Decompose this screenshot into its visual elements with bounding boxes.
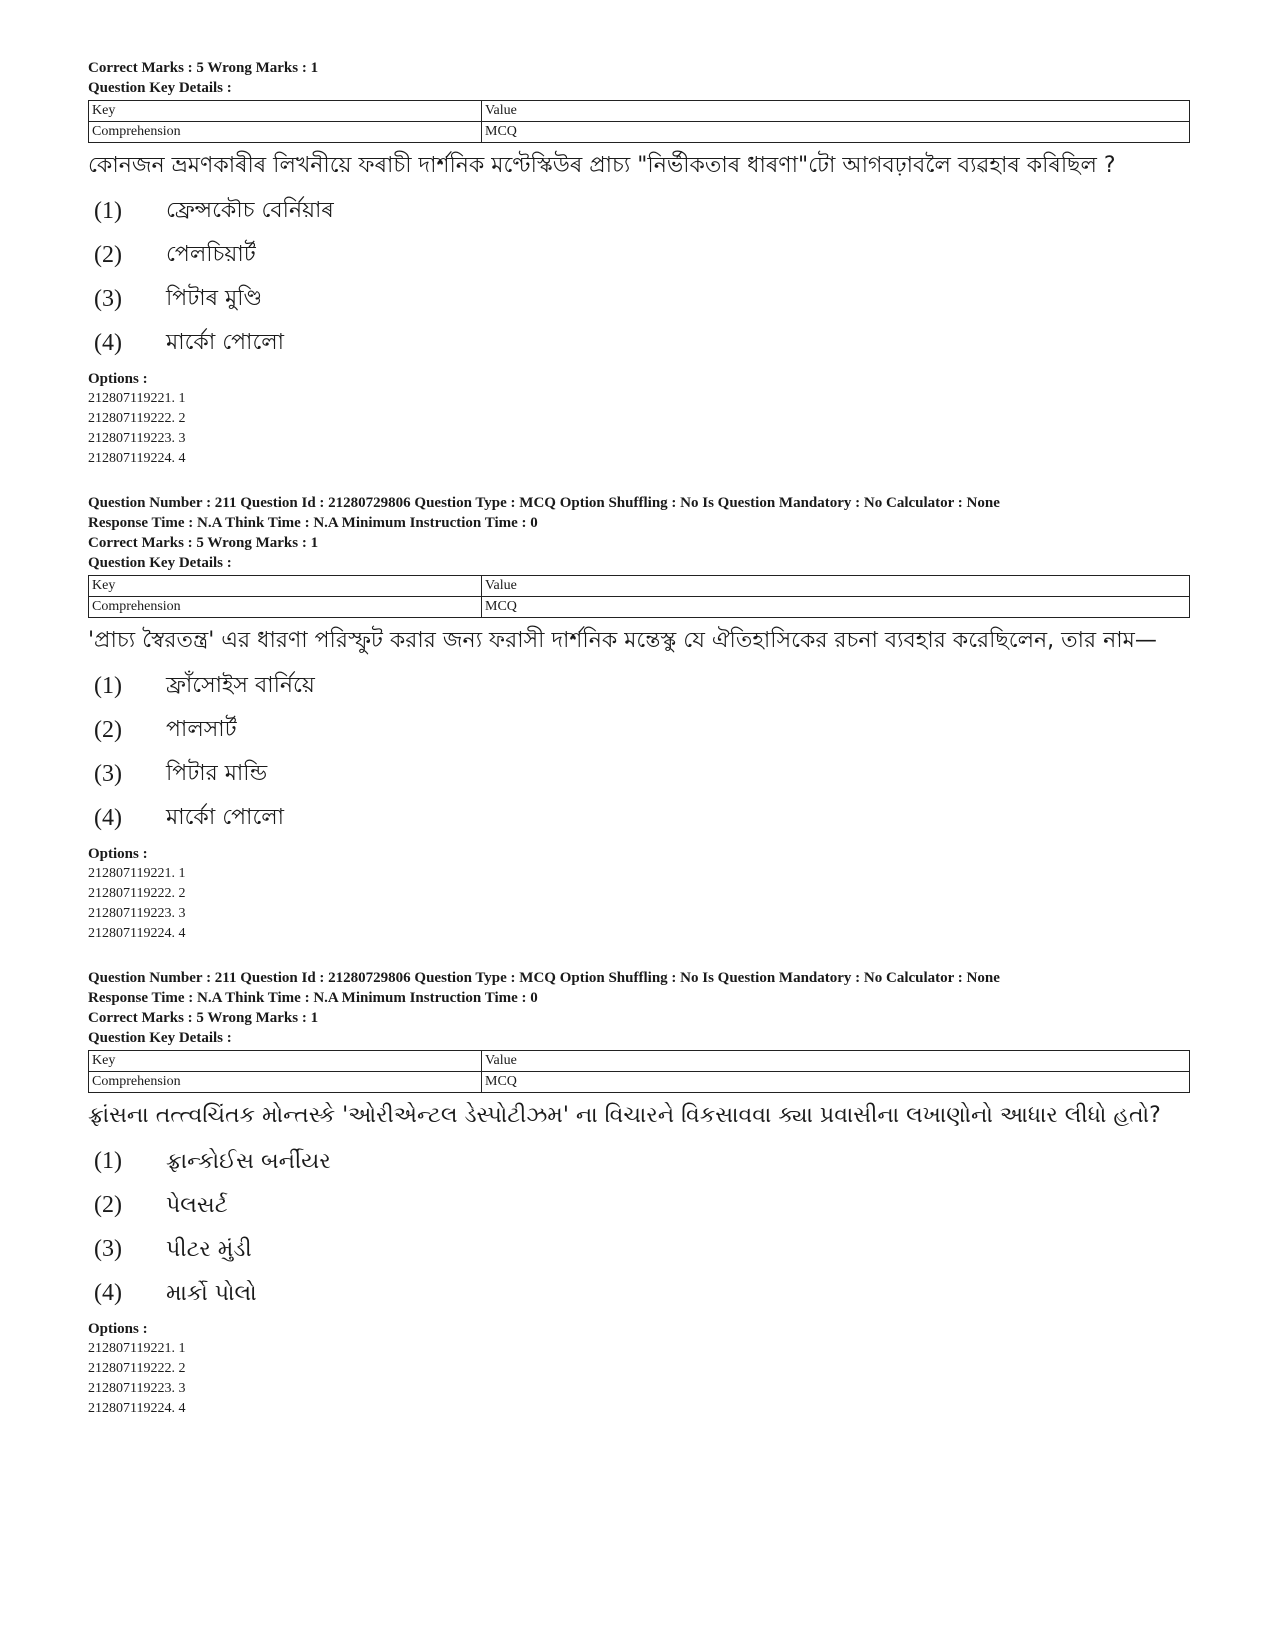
option-id: 212807119222. 2 (88, 1361, 186, 1376)
question-header-line: Response Time : N.A Think Time : N.A Minimum Instruction Time : 0 (88, 990, 538, 1006)
option-text: પેલસર્ટ (166, 1192, 228, 1218)
option-item (88, 277, 1188, 321)
option-number: (1) (94, 672, 122, 699)
value-header: Value (482, 1051, 1190, 1072)
document-page (88, 58, 1188, 1443)
option-item (88, 1271, 1188, 1315)
key-details-label: Question Key Details : (88, 1030, 232, 1046)
option-text: ফ্রাঁসোইস বার্নিয়ে (166, 672, 315, 698)
option-item (88, 1183, 1188, 1227)
option-id: 212807119224. 4 (88, 451, 186, 466)
question-header-line: Question Number : 211 Question Id : 21280729806 Question Type : MCQ Option Shuffling : No Is Question Mandatory : No Calculator : None (88, 970, 1000, 986)
marks-line: Correct Marks : 5 Wrong Marks : 1 (88, 60, 319, 76)
question-header-line: Question Number : 211 Question Id : 21280729806 Question Type : MCQ Option Shuffling : No Is Question Mandatory : No Calculator : None (88, 495, 1000, 511)
question-text: কোনজন ভ্ৰমণকাৰীৰ লিখনীয়ে ফৰাচী দাৰ্শনিক মণ্টেস্কিউৰ প্ৰাচ্য "নিৰ্ভীকতাৰ ধাৰণা"টো আগবঢ়াবলৈ ব্যৱহাৰ কৰিছিল ? (88, 153, 1116, 178)
option-text: પીટર મુંડી (166, 1236, 252, 1262)
key-value-table (88, 100, 1190, 143)
option-item (88, 1139, 1188, 1183)
option-number: (2) (94, 241, 122, 268)
question-header-line: Response Time : N.A Think Time : N.A Minimum Instruction Time : 0 (88, 515, 538, 531)
key-details-label: Question Key Details : (88, 80, 232, 96)
option-number: (2) (94, 716, 122, 743)
value-header: Value (482, 101, 1190, 122)
option-text: মাৰ্কো পোলো (166, 329, 285, 355)
option-text: পেলচিয়াৰ্ট (166, 241, 256, 267)
key-cell: Comprehension (89, 122, 482, 143)
option-item (88, 321, 1188, 365)
option-text: ફ્રાન્કોઈસ બર્નીયર (166, 1148, 331, 1174)
option-number: (1) (94, 1147, 122, 1174)
value-cell: MCQ (482, 122, 1190, 143)
option-text: পিটার মান্ডি (166, 760, 268, 786)
option-id: 212807119222. 2 (88, 411, 186, 426)
key-cell: Comprehension (89, 1072, 482, 1093)
option-id: 212807119223. 3 (88, 1381, 186, 1396)
option-id-list (88, 864, 1188, 944)
question-block (88, 493, 1188, 944)
key-header: Key (89, 101, 482, 122)
key-value-table (88, 575, 1190, 618)
option-text: মার্কো পোলো (166, 804, 285, 830)
key-cell: Comprehension (89, 597, 482, 618)
key-value-table (88, 1050, 1190, 1093)
option-id-list (88, 389, 1188, 469)
value-cell: MCQ (482, 1072, 1190, 1093)
option-id: 212807119221. 1 (88, 1341, 186, 1356)
key-header: Key (89, 1051, 482, 1072)
option-number: (4) (94, 1279, 122, 1306)
option-id: 212807119224. 4 (88, 1401, 186, 1416)
option-number: (2) (94, 1191, 122, 1218)
question-text: 'প্রাচ্য স্বৈরতন্ত্র' এর ধারণা পরিস্ফুট করার জন্য ফরাসী দার্শনিক মন্তেস্কু যে ঐতিহাসিকের রচনা ব্যবহার করেছিলেন, তার নাম— (88, 628, 1157, 653)
option-id: 212807119221. 1 (88, 866, 186, 881)
options-label: Options : (88, 846, 148, 862)
option-number: (4) (94, 804, 122, 831)
marks-line: Correct Marks : 5 Wrong Marks : 1 (88, 535, 319, 551)
value-cell: MCQ (482, 597, 1190, 618)
option-number: (1) (94, 197, 122, 224)
option-id-list (88, 1339, 1188, 1419)
option-text: ফ্ৰেন্সকৌচ বেৰ্নিয়াৰ (166, 197, 334, 223)
option-item (88, 796, 1188, 840)
value-header: Value (482, 576, 1190, 597)
option-number: (3) (94, 285, 122, 312)
option-text: পালসার্ট (166, 716, 237, 742)
options-label: Options : (88, 1321, 148, 1337)
option-number: (3) (94, 760, 122, 787)
option-number: (4) (94, 329, 122, 356)
marks-line: Correct Marks : 5 Wrong Marks : 1 (88, 1010, 319, 1026)
option-item (88, 664, 1188, 708)
option-item (88, 189, 1188, 233)
key-details-label: Question Key Details : (88, 555, 232, 571)
key-header: Key (89, 576, 482, 597)
option-text: পিটাৰ মুণ্ডি (166, 285, 263, 311)
option-id: 212807119224. 4 (88, 926, 186, 941)
option-number: (3) (94, 1235, 122, 1262)
option-item (88, 752, 1188, 796)
question-block (88, 58, 1188, 469)
question-block (88, 968, 1188, 1419)
option-item (88, 233, 1188, 277)
question-text: ફ્રાંસના તત્ત્વચિંતક મોન્તસ્કે 'ઓરીએન્ટલ ડેસ્પોટીઝમ' ના વિચારને વિકસાવવા ક્યા પ્રવાસીના લખાણોનો આધાર લીધો હતો? (88, 1103, 1161, 1128)
option-id: 212807119222. 2 (88, 886, 186, 901)
option-item (88, 708, 1188, 752)
option-id: 212807119221. 1 (88, 391, 186, 406)
option-id: 212807119223. 3 (88, 431, 186, 446)
option-text: માર્કો પોલો (166, 1280, 257, 1306)
options-label: Options : (88, 371, 148, 387)
option-item (88, 1227, 1188, 1271)
option-id: 212807119223. 3 (88, 906, 186, 921)
